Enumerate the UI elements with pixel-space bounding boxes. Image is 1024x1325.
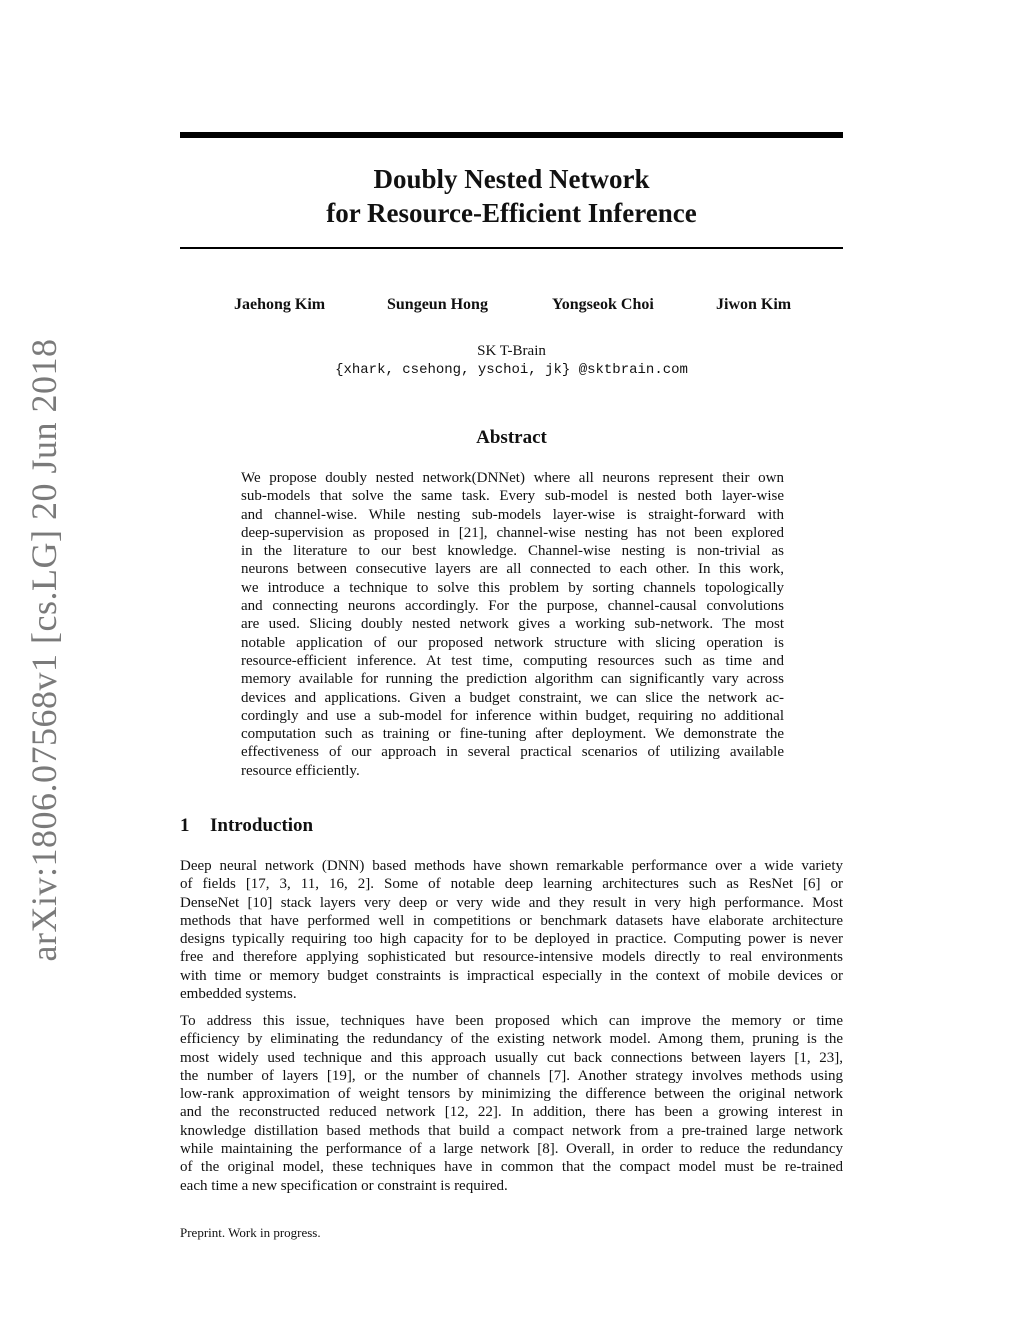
abstract-line: neurons between consecutive layers are all connected to each other. In this work, [241, 561, 784, 578]
abstract-line: deep-supervision as proposed in [21], channel-wise nesting has not been explored [241, 524, 784, 541]
intro-p2-line: knowledge distillation based methods that build a compact network from a pre-trained large network [180, 1122, 843, 1139]
abstract-line: computation such as training or fine-tuning after deployment. We demonstrate the [241, 726, 784, 743]
intro-p1-line: Deep neural network (DNN) based methods have shown remarkable performance over a wide variety [180, 858, 843, 874]
intro-p1-line: with time or memory budget constraints is impractical especially in the context of mobile devices or [180, 967, 843, 984]
section-title: Introduction [210, 815, 314, 836]
title-line-1: Doubly Nested Network [373, 164, 650, 194]
abstract-line: resource-efficient inference. At test time, computing resources such as time and [241, 652, 784, 669]
author-1: Jaehong Kim [234, 296, 326, 313]
abstract-heading: Abstract [476, 427, 547, 448]
abstract-line: are used. Slicing doubly nested network gives a working sub-network. The most [241, 616, 784, 633]
paper-title [180, 162, 843, 230]
intro-p2-line: efficiency by eliminating the redundancy of the existing network model. Among them, pruning is the [180, 1031, 843, 1048]
abstract-line: and connecting neurons accordingly. For the purpose, channel-causal convolutions [241, 598, 784, 615]
abstract-line: we introduce a technique to solve this problem by sorting channels topologically [241, 579, 784, 596]
arxiv-stamp: arXiv:1806.07568v1 [cs.LG] 20 Jun 2018 [24, 338, 64, 962]
abstract-line: effectiveness of our approach in several practical scenarios of utilizing available [241, 744, 784, 761]
intro-p2-line: the number of layers [19], or the number of channels [7]. Another strategy involves methods using [180, 1067, 843, 1084]
abstract-line: devices and applications. Given a budget constraint, we can slice the network ac- [241, 689, 784, 706]
intro-paragraph-2 [180, 1012, 843, 1195]
abstract-line: memory available for running the prediction algorithm can significantly vary across [241, 671, 784, 688]
title-rule [180, 247, 843, 249]
author-4: Jiwon Kim [716, 296, 792, 313]
title-line-2: for Resource-Efficient Inference [326, 198, 697, 228]
intro-p2-line: most widely used technique and this approach usually cut back connections between layers [1, 23], [180, 1049, 843, 1066]
top-rule [180, 132, 843, 138]
abstract-line: in the literature to our best knowledge. Channel-wise nesting is non-trivial as [241, 543, 784, 560]
affiliation [180, 342, 843, 380]
section-number: 1 [180, 815, 190, 836]
intro-p2-line: while maintaining the performance of a large network [8]. Overall, in order to reduce the redundancy [180, 1141, 843, 1158]
intro-p2-line: To address this issue, techniques have been proposed which can improve the memory or time [180, 1013, 843, 1029]
abstract-line: notable application of our proposed network structure with slicing operation is [241, 634, 784, 651]
abstract-line: and channel-wise. While nesting sub-models layer-wise is straight-forward with [241, 506, 784, 523]
intro-p2-line: of the original model, these techniques have in common that the compact model must be re-trained [180, 1159, 843, 1176]
author-2: Sungeun Hong [387, 296, 488, 313]
intro-p1-line: free and therefore applying sophisticated but resource-intensive models directly to real environments [180, 949, 843, 966]
intro-p2-line: and the reconstructed reduced network [12, 22]. In addition, there has been a growing interest in [180, 1104, 843, 1121]
abstract-line: We propose doubly nested network(DNNet) where all neurons represent their own [241, 470, 784, 486]
author-3: Yongseok Choi [552, 296, 654, 313]
intro-paragraph-1 [180, 857, 843, 1003]
affiliation-emails: {xhark, csehong, yschoi, jk} @sktbrain.com [335, 362, 688, 378]
intro-p2-line: each time a new specification or constraint is required. [180, 1177, 508, 1194]
intro-p2-line: low-rank approximation of weight tensors by minimizing the difference between the original network [180, 1086, 843, 1103]
abstract-line: resource efficiently. [241, 762, 360, 779]
intro-p1-line: of fields [17, 3, 11, 16, 2]. Some of notable deep learning architectures such as ResNet [6] or [180, 876, 843, 893]
abstract-line: sub-models that solve the same task. Every sub-model is nested both layer-wise [241, 488, 784, 505]
intro-p1-line: designs typically requiring too high capacity for to be deployed in practice. Computing power is never [180, 931, 843, 948]
footer-note: Preprint. Work in progress. [180, 1225, 321, 1240]
abstract-body [241, 469, 784, 780]
intro-p1-line: embedded systems. [180, 986, 297, 1003]
abstract-line: cordingly and use a sub-model for inference within budget, requiring no additional [241, 707, 784, 724]
section-heading [180, 815, 313, 837]
affiliation-org: SK T-Brain [477, 343, 546, 359]
intro-p1-line: methods that have performed well in competitions or benchmark datasets have elaborate architecture [180, 912, 843, 929]
intro-p1-line: DenseNet [10] stack layers very deep or very wide and they result in very high performance. Most [180, 894, 843, 911]
